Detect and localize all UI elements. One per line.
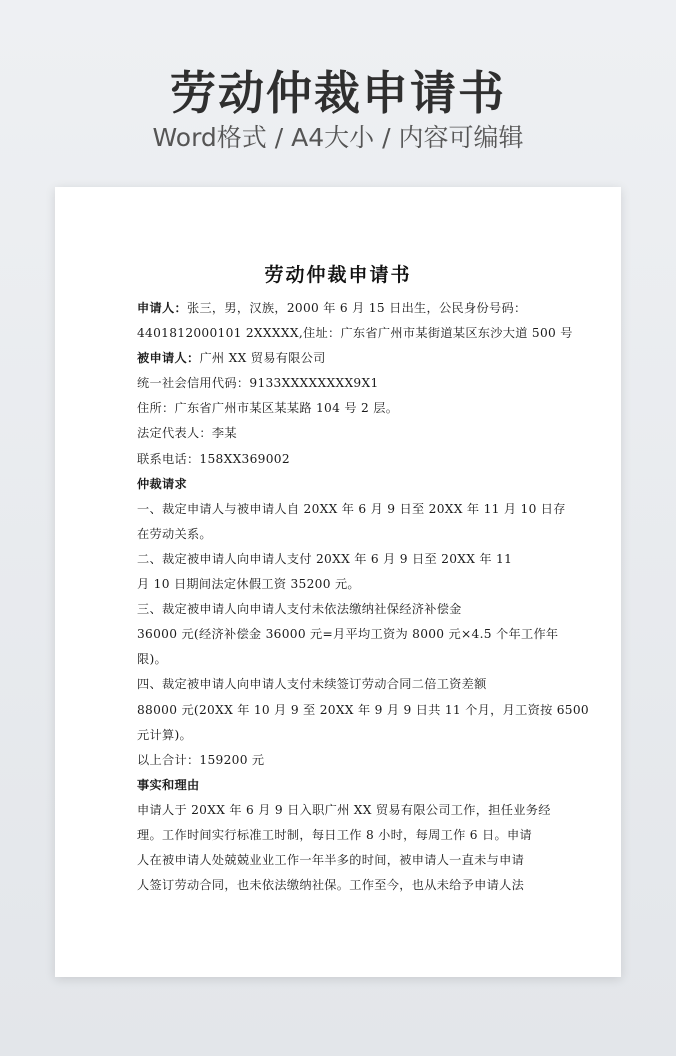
claim-1-line-2: 在劳动关系。 — [137, 526, 212, 541]
document-title: 劳动仲裁申请书 — [264, 264, 412, 286]
document-body — [137, 296, 589, 898]
claim-4-line-3: 元计算)。 — [137, 727, 193, 742]
facts-line-4: 人签订劳动合同，也未依法缴纳社保。工作至今，也从未给予申请人法 — [137, 878, 525, 893]
applicant-text: 张三，男，汉族，2000 年 6 月 15 日出生，公民身份号码： — [186, 301, 527, 315]
facts-line-1: 申请人于 20XX 年 6 月 9 日入职广州 XX 贸易有限公司工作，担任业务经 — [137, 802, 551, 817]
claim-4-line-2: 88000 元(20XX 年 10 月 9 至 20XX 年 9 月 9 日共 11 个月，月工资按 6500 — [137, 702, 589, 717]
legal-rep-line: 法定代表人：李某 — [137, 426, 237, 441]
total-line: 以上合计：159200 元 — [137, 752, 265, 767]
claim-2-line-2: 月 10 日期间法定休假工资 35200 元。 — [137, 577, 360, 592]
address-line: 住所：广东省广州市某区某某路 104 号 2 层。 — [137, 401, 399, 416]
applicant-line — [137, 296, 541, 321]
claim-4-line-1: 四、裁定被申请人向申请人支付未续签订劳动合同二倍工资差额 — [137, 677, 487, 692]
banner-subtitle: Word格式 / A4大小 / 内容可编辑 — [152, 123, 524, 152]
phone-line: 联系电话：158XX369002 — [137, 451, 290, 466]
claims-heading: 仲裁请求 — [137, 476, 187, 491]
document-page — [55, 187, 621, 977]
facts-line-3: 人在被申请人处兢兢业业工作一年半多的时间，被申请人一直未与申请 — [137, 853, 525, 868]
facts-line-2: 理。工作时间实行标准工时制，每日工作 8 小时，每周工作 6 日。申请 — [137, 827, 532, 842]
claim-2-line-1: 二、裁定被申请人向申请人支付 20XX 年 6 月 9 日至 20XX 年 11 — [137, 551, 513, 566]
applicant-id-address-line: 4401812000101 2XXXXX,住址：广东省广州市某街道某区东沙大道 500 号 — [137, 326, 573, 341]
credit-code-line: 统一社会信用代码：9133XXXXXXXX9X1 — [137, 376, 379, 391]
respondent-text: 广州 XX 贸易有限公司 — [199, 351, 326, 366]
claim-3-line-1: 三、裁定被申请人向申请人支付未依法缴纳社保经济补偿金 — [137, 602, 462, 617]
banner-title: 劳动仲裁申请书 — [170, 66, 506, 120]
applicant-label: 申请人： — [137, 301, 187, 315]
claim-1-line-1: 一、裁定申请人与被申请人自 20XX 年 6 月 9 日至 20XX 年 11 月 10 日存 — [137, 501, 566, 516]
claim-3-line-3: 限)。 — [137, 652, 168, 667]
respondent-line — [137, 346, 541, 371]
facts-heading: 事实和理由 — [137, 777, 200, 792]
claim-3-line-2: 36000 元(经济补偿金 36000 元=月平均工资为 8000 元×4.5 个年工作年 — [137, 627, 559, 642]
respondent-label: 被申请人： — [137, 351, 200, 366]
